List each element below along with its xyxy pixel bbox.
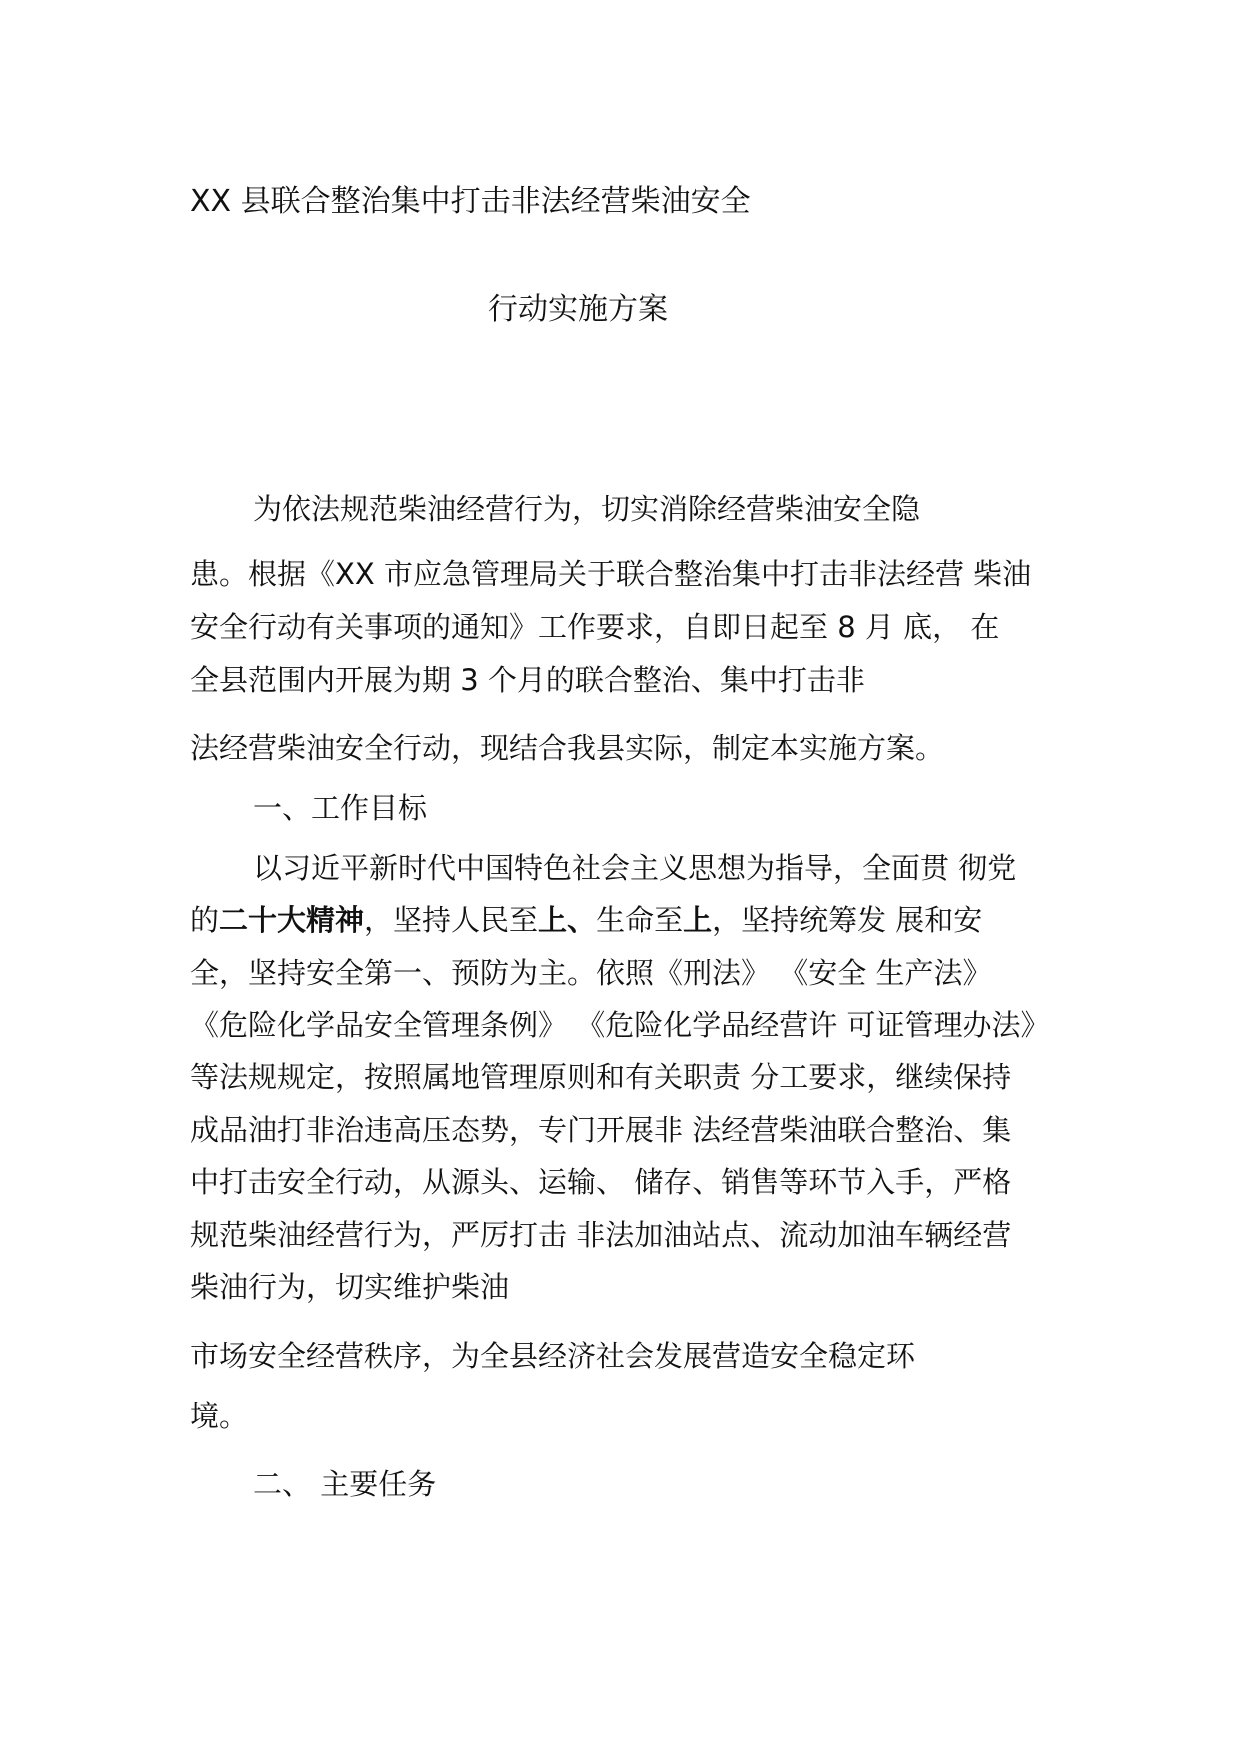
section1-tail-line-1: 市场安全经营秩序，为全县经济社会发展营造安全稳定环 bbox=[190, 1339, 916, 1373]
section2-heading: 二、 主要任务 bbox=[253, 1467, 437, 1501]
section1-line-3: 全，坚持安全第一、预防为主。依照《刑法》 《安全 生产法》 bbox=[190, 956, 992, 990]
section1-line-2-bold1: 二十大精神 bbox=[219, 903, 365, 937]
section1-line-2 bbox=[190, 900, 982, 940]
intro-line-1: 为依法规范柴油经营行为，切实消除经营柴油安全隐 bbox=[253, 492, 921, 526]
section1-line-1: 以习近平新时代中国特色社会主义思想为指导，全面贯 彻党 bbox=[253, 851, 1017, 885]
section1-line-4: 《危险化学品安全管理条例》 《危险化学品经营许 可证管理办法》 bbox=[190, 1008, 1050, 1042]
document-title-line1: XX 县联合整治集中打击非法经营柴油安全 bbox=[190, 184, 751, 219]
section1-line-2-pre: 的 bbox=[190, 903, 220, 937]
section1-line-7: 中打击安全行动，从源头、运输、 储存、销售等环节入手，严格 bbox=[190, 1165, 1012, 1199]
section1-line-2-post: ，坚持统筹发 展和安 bbox=[712, 903, 983, 937]
intro-line-3: 安全行动有关事项的通知》工作要求，自即日起至 8 月 底， 在 bbox=[190, 610, 1000, 644]
section1-heading: 一、工作目标 bbox=[253, 791, 428, 825]
section1-line-2-mid2: 生命至 bbox=[596, 903, 684, 937]
section1-line-9: 柴油行为，切实维护柴油 bbox=[190, 1270, 510, 1304]
section1-line-2-mid1: ，坚持人民至 bbox=[364, 903, 539, 937]
intro-line-4: 全县范围内开展为期 3 个月的联合整治、集中打击非 bbox=[190, 663, 865, 697]
intro-line-5: 法经营柴油安全行动，现结合我县实际，制定本实施方案。 bbox=[190, 731, 945, 765]
section1-line-5: 等法规规定，按照属地管理原则和有关职责 分工要求，继续保持 bbox=[190, 1060, 1012, 1094]
intro-line-2: 患。根据《XX 市应急管理局关于联合整治集中打击非法经营 柴油 bbox=[190, 557, 1032, 591]
section1-line-2-bold3: 上 bbox=[683, 903, 713, 937]
document-title-line2: 行动实施方案 bbox=[488, 292, 668, 327]
section1-tail-line-2: 境。 bbox=[190, 1399, 249, 1433]
section1-line-2-bold2: 上、 bbox=[538, 903, 597, 937]
section1-line-8: 规范柴油经营行为，严厉打击 非法加油站点、流动加油车辆经营 bbox=[190, 1218, 1012, 1252]
section1-line-6: 成品油打非治违高压态势，专门开展非 法经营柴油联合整治、集 bbox=[190, 1113, 1012, 1147]
